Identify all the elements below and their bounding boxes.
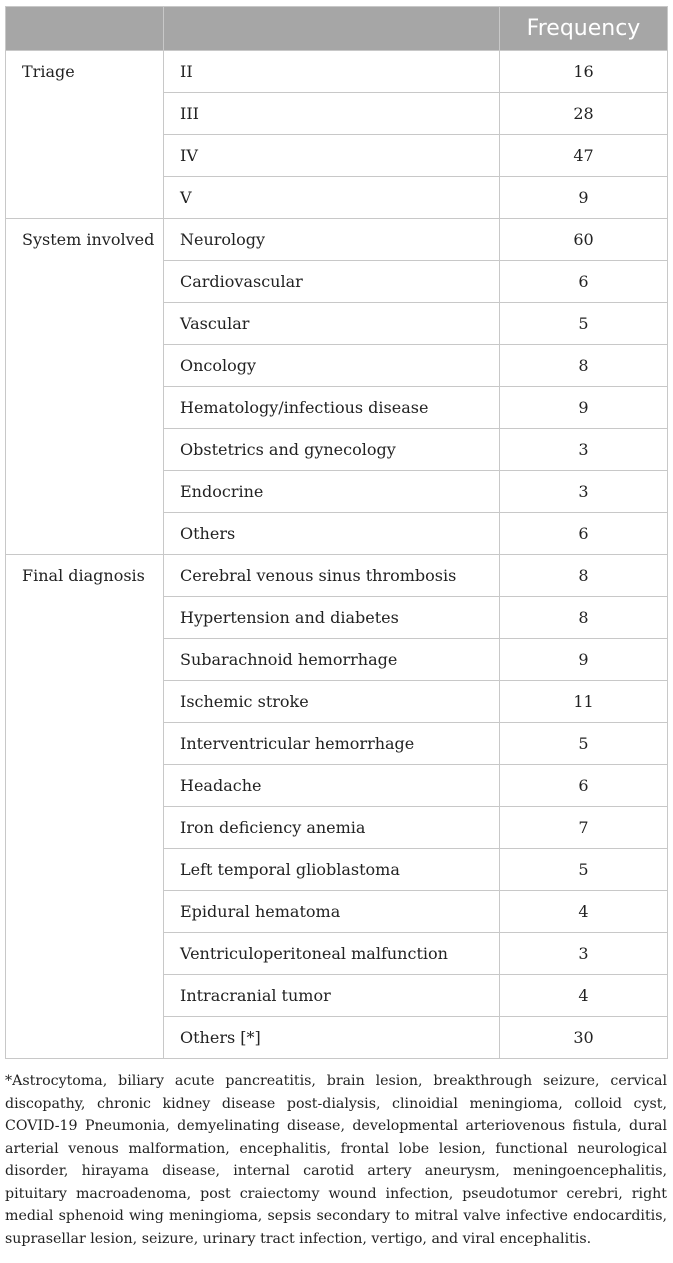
row-label: Others [*] xyxy=(164,1017,500,1059)
row-frequency: 8 xyxy=(500,345,668,387)
row-frequency: 47 xyxy=(500,135,668,177)
row-frequency: 16 xyxy=(500,51,668,93)
row-frequency: 5 xyxy=(500,849,668,891)
frequency-table xyxy=(5,6,668,1059)
row-frequency: 6 xyxy=(500,513,668,555)
row-frequency: 9 xyxy=(500,387,668,429)
row-label: Hypertension and diabetes xyxy=(164,597,500,639)
row-label: Hematology/infectious disease xyxy=(164,387,500,429)
group-label: Final diagnosis xyxy=(6,555,164,1059)
table-row xyxy=(6,555,668,597)
row-frequency: 6 xyxy=(500,765,668,807)
header-category xyxy=(6,7,164,51)
row-label: Ventriculoperitoneal malfunction xyxy=(164,933,500,975)
table-row xyxy=(6,51,668,93)
row-label: Others xyxy=(164,513,500,555)
row-label: Obstetrics and gynecology xyxy=(164,429,500,471)
row-frequency: 6 xyxy=(500,261,668,303)
row-label: Endocrine xyxy=(164,471,500,513)
row-label: Iron deficiency anemia xyxy=(164,807,500,849)
row-frequency: 5 xyxy=(500,303,668,345)
table-footnote: *Astrocytoma, biliary acute pancreatitis, brain lesion, breakthrough seizure, cervical discopathy, chronic kidney disease post-dialysis, clinoidial meningioma, colloid cyst, COVID-19 Pneumonia, demyelinating disease, developmental arteriovenous fistula, dural arterial venous malformation, encephalitis, frontal lobe lesion, functional neurological disorder, hirayama disease, internal carotid artery aneurysm, meningoencephalitis, pituitary macroadenoma, post craiectomy wound infection, pseudotumor cerebri, right medial sphenoid wing meningioma, sepsis secondary to mitral valve infective endocarditis, suprasellar lesion, seizure, urinary tract infection, vertigo, and viral encephalitis. xyxy=(5,1073,667,1247)
row-label: Cardiovascular xyxy=(164,261,500,303)
row-label: Ischemic stroke xyxy=(164,681,500,723)
row-frequency: 11 xyxy=(500,681,668,723)
row-frequency: 9 xyxy=(500,177,668,219)
row-frequency: 3 xyxy=(500,429,668,471)
row-frequency: 7 xyxy=(500,807,668,849)
row-frequency: 60 xyxy=(500,219,668,261)
row-frequency: 8 xyxy=(500,555,668,597)
row-label: Headache xyxy=(164,765,500,807)
row-frequency: 8 xyxy=(500,597,668,639)
row-frequency: 9 xyxy=(500,639,668,681)
row-frequency: 3 xyxy=(500,471,668,513)
row-label: Oncology xyxy=(164,345,500,387)
group-label: System involved xyxy=(6,219,164,555)
row-frequency: 4 xyxy=(500,975,668,1017)
header-item xyxy=(164,7,500,51)
row-label: III xyxy=(164,93,500,135)
row-label: Intracranial tumor xyxy=(164,975,500,1017)
row-label: Interventricular hemorrhage xyxy=(164,723,500,765)
row-label: Subarachnoid hemorrhage xyxy=(164,639,500,681)
table-row xyxy=(6,219,668,261)
row-label: Vascular xyxy=(164,303,500,345)
row-frequency: 3 xyxy=(500,933,668,975)
header-frequency: Frequency xyxy=(500,7,668,51)
row-label: II xyxy=(164,51,500,93)
row-label: V xyxy=(164,177,500,219)
row-frequency: 30 xyxy=(500,1017,668,1059)
row-label: IV xyxy=(164,135,500,177)
row-frequency: 28 xyxy=(500,93,668,135)
row-frequency: 5 xyxy=(500,723,668,765)
header-row xyxy=(6,7,668,51)
row-label: Cerebral venous sinus thrombosis xyxy=(164,555,500,597)
group-label: Triage xyxy=(6,51,164,219)
row-label: Epidural hematoma xyxy=(164,891,500,933)
row-frequency: 4 xyxy=(500,891,668,933)
row-label: Neurology xyxy=(164,219,500,261)
row-label: Left temporal glioblastoma xyxy=(164,849,500,891)
